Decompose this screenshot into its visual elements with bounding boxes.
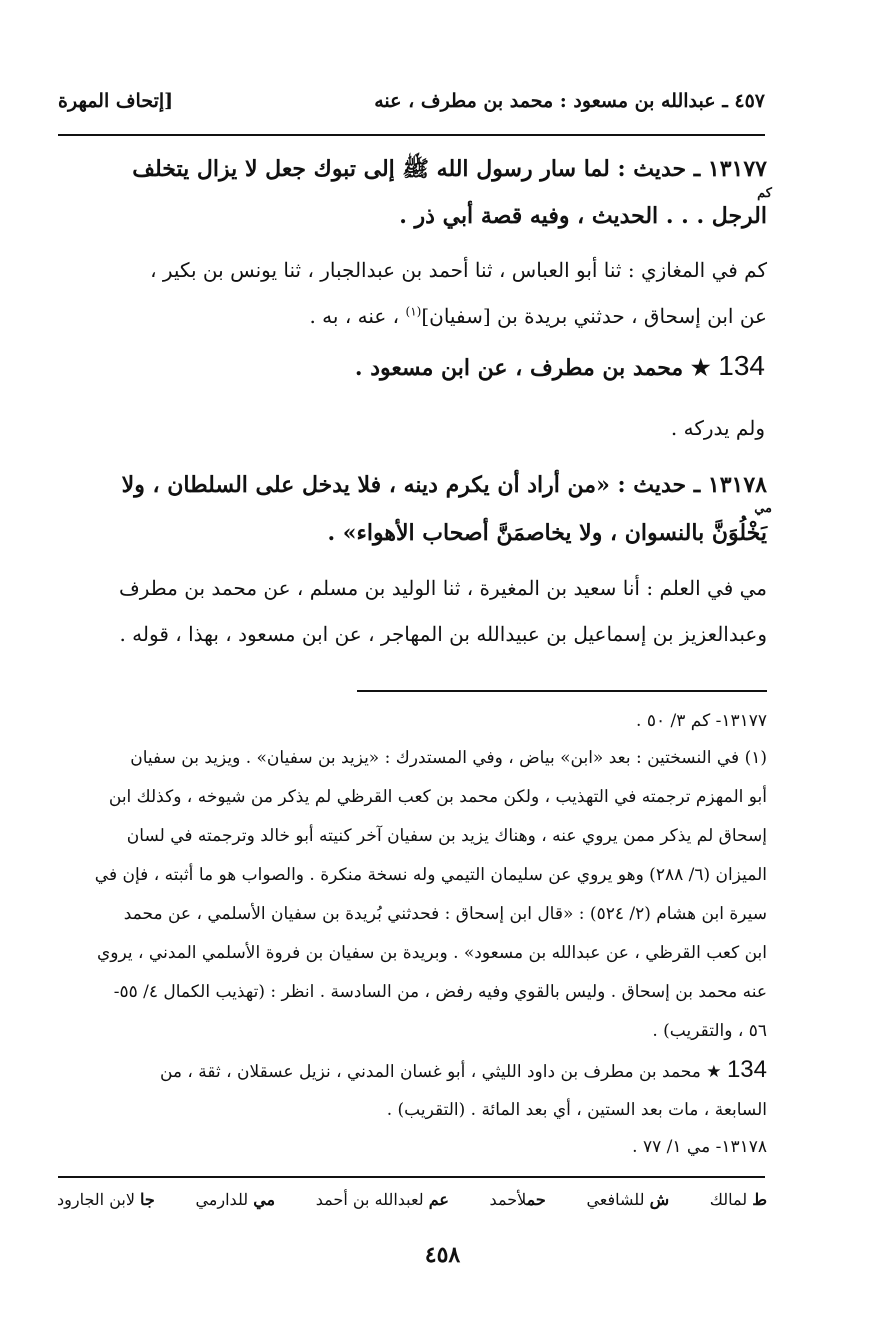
abbreviation-legend [57, 1190, 767, 1209]
rawi-134-heading [355, 350, 765, 382]
footnote-134-line-1 [160, 1056, 767, 1084]
footnote-134-line-2: السابعة ، مات بعد الستين ، أي بعد المائة . (التقريب) . [386, 1100, 767, 1120]
footnote-1-line-1: (١) في النسختين : بعد «ابن» بياض ، وفي المستدرك : «يزيد بن سفيان» . ويزيد بن سفيان [130, 748, 767, 768]
footnote-1-line-7: عنه محمد بن إسحاق . وليس بالقوي وفيه رفض ، من السادسة . انظر : (تهذيب الكمال ٤/ ٥٥- [113, 982, 767, 1002]
star-icon: ★ [706, 1062, 722, 1082]
isnad-13177-line-2 [309, 304, 767, 328]
hadith-13177-line-2: الرجل . . . الحديث ، وفيه قصة أبي ذر . [399, 203, 767, 229]
rawi-134-number: 134 [718, 350, 765, 381]
isnad-13177-text-b: ، عنه ، به . [309, 304, 406, 328]
running-header-right: ٤٥٧ ـ عبدالله بن مسعود : محمد بن مطرف ، عنه [374, 90, 765, 112]
hadith-13177-source-mark: كم [757, 186, 772, 201]
legend-item-abdullah: عم لعبدالله بن أحمد [315, 1190, 449, 1209]
footnote-134-number: 134 [726, 1056, 767, 1083]
header-rule [58, 134, 765, 136]
isnad-13177-line-1: كم في المغازي : ثنا أبو العباس ، ثنا أحمد بن عبدالجبار ، ثنا يونس بن بكير ، [150, 258, 767, 282]
footnote-separator [357, 690, 767, 692]
legend-item-ahmad: حملأحمد [489, 1190, 546, 1209]
isnad-13178-line-1: مي في العلم : أنا سعيد بن المغيرة ، ثنا الوليد بن مسلم ، عن محمد بن مطرف [118, 576, 767, 600]
footnote-1-line-5: سيرة ابن هشام (٢/ ٥٢٤) : «قال ابن إسحاق : فحدثني بُريدة بن سفيان الأسلمي ، عن محمد [123, 904, 767, 924]
footnote-134-text: محمد بن مطرف بن داود الليثي ، أبو غسان المدني ، نزيل عسقلان ، ثقة ، من [159, 1062, 701, 1082]
isnad-13178-line-2: وعبدالعزيز بن إسماعيل بن عبيدالله بن المهاجر ، عن ابن مسعود ، بهذا ، قوله . [119, 622, 767, 646]
footnote-13177-source: ١٣١٧٧- كم ٣/ ٥٠ . [636, 711, 767, 731]
footnote-1-line-3: إسحاق لم يذكر ممن يروي عنه ، وهناك يزيد بن سفيان آخر كنيته أبو خالد وترجمته في لسان [126, 826, 767, 846]
footnote-ref-1: (١) [405, 304, 422, 319]
no-meeting-note: ولم يدركه . [670, 416, 765, 440]
rawi-134-name: محمد بن مطرف ، عن ابن مسعود . [354, 355, 684, 381]
hadith-13178-line-2: يَخْلُوَنَّ بالنسوان ، ولا يخاصمَنَّ أصحاب الأهواء» . [327, 520, 767, 546]
footnote-1-line-6: ابن كعب القرظي ، عن عبدالله بن مسعود» . وبريدة بن سفيان بن فروة الأسلمي المدني ، يروي [97, 943, 767, 963]
footnote-1-line-4: الميزان (٦/ ٢٨٨) وهو يروي عن سليمان التيمي وله نسخة منكرة . والصواب هو ما أثبته ، فإن في [94, 865, 767, 885]
legend-item-jarud: جا لابن الجارود [57, 1190, 155, 1209]
footnote-1-line-2: أبو المهزم ترجمته في التهذيب ، ولكن محمد بن كعب القرظي لم يذكر من شيوخه ، وكذلك ابن [108, 787, 767, 807]
hadith-13177-line-1: ١٣١٧٧ ـ حديث : لما سار رسول الله ﷺ إلى تبوك جعل لا يزال يتخلف [132, 156, 767, 182]
legend-item-shafii: ش للشافعي [586, 1190, 670, 1209]
legend-item-malik: ط لمالك [709, 1190, 767, 1209]
footnote-13178-source: ١٣١٧٨- مي ١/ ٧٧ . [632, 1137, 767, 1157]
hadith-13178-line-1: ١٣١٧٨ ـ حديث : «من أراد أن يكرم دينه ، فلا يدخل على السلطان ، ولا [121, 472, 767, 498]
running-header-left: [إتحاف المهرة [58, 90, 174, 112]
page-number: ٤٥٨ [424, 1242, 461, 1268]
legend-item-darimi: مي للدارمي [195, 1190, 276, 1209]
footnote-1-line-8: ٥٦ ، والتقريب) . [652, 1021, 767, 1041]
legend-rule [58, 1176, 765, 1178]
isnad-13177-text-a: عن ابن إسحاق ، حدثني بريدة بن [سفيان] [421, 304, 767, 328]
star-icon: ★ [690, 355, 711, 381]
hadith-13178-source-mark: مي [754, 501, 772, 516]
